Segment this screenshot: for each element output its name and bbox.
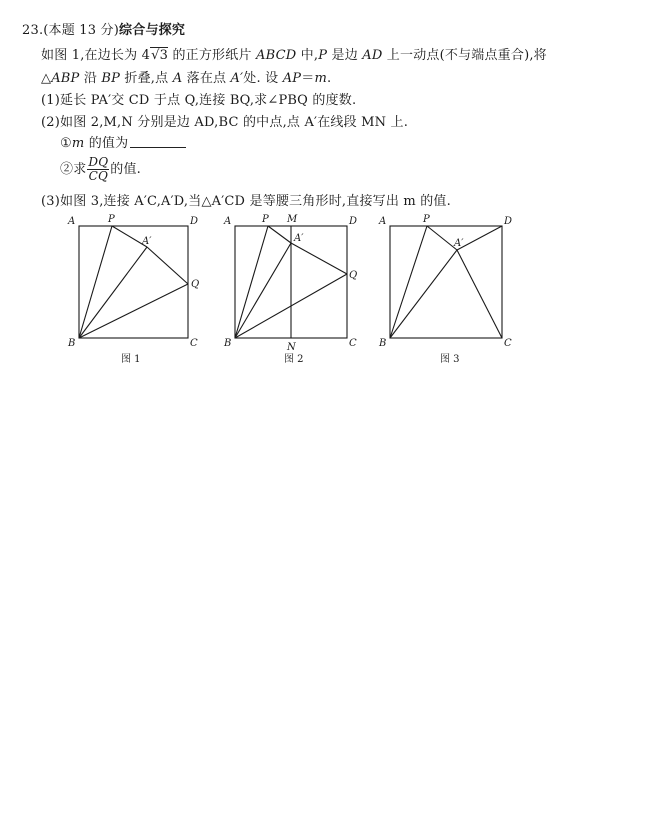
intro-text: 的正方形纸片 bbox=[168, 48, 256, 63]
segment-ap: AP bbox=[282, 71, 302, 86]
label-c: C bbox=[190, 338, 198, 349]
variable-m: m bbox=[71, 136, 85, 151]
label-a: A bbox=[224, 216, 232, 227]
intro-line-1 bbox=[41, 47, 547, 65]
caption-fig3: 图 3 bbox=[440, 354, 460, 365]
label-a-prime: A′ bbox=[454, 238, 464, 249]
variable-m: m bbox=[314, 71, 327, 86]
triangle-symbol: △ bbox=[41, 71, 52, 86]
question-2-1 bbox=[60, 135, 186, 153]
caption-fig2: 图 2 bbox=[284, 354, 304, 365]
square-abcd bbox=[390, 226, 502, 338]
sub-label: ① bbox=[60, 136, 72, 151]
segment-a-prime-q bbox=[147, 247, 188, 284]
problem-score: (本题 13 分) bbox=[43, 23, 120, 38]
label-a: A bbox=[379, 216, 387, 227]
segment-bp bbox=[235, 226, 268, 338]
problem-title: 综合与探究 bbox=[119, 23, 186, 38]
label-a: A bbox=[68, 216, 76, 227]
intro-text: 落在点 bbox=[182, 71, 231, 86]
point-p: P bbox=[318, 48, 328, 63]
label-d: D bbox=[504, 216, 513, 227]
segment-bp bbox=[79, 226, 112, 338]
label-b: B bbox=[379, 338, 387, 349]
segment-a-prime-c bbox=[457, 250, 502, 338]
label-b: B bbox=[224, 338, 232, 349]
label-d: D bbox=[349, 216, 358, 227]
question-2-2 bbox=[60, 155, 141, 185]
sqrt-three: √3 bbox=[151, 48, 169, 63]
fraction-denominator: CQ bbox=[88, 169, 109, 183]
label-p: P bbox=[262, 214, 269, 225]
intro-text: 如图 1,在边长为 4 bbox=[41, 48, 151, 63]
segment-ba-prime bbox=[79, 247, 147, 338]
point-a-prime: A′ bbox=[230, 71, 244, 86]
intro-text: 折叠,点 bbox=[120, 71, 173, 86]
label-a-prime: A′ bbox=[294, 233, 304, 244]
fraction-numerator: DQ bbox=[88, 155, 109, 169]
label-m: M bbox=[287, 214, 298, 225]
label-q: Q bbox=[191, 279, 200, 290]
equals-sign: ＝ bbox=[301, 71, 315, 86]
sub-text: 的值为 bbox=[84, 136, 129, 151]
segment-bp bbox=[390, 226, 427, 338]
triangle-abp: ABP bbox=[51, 71, 80, 86]
figure-1 bbox=[62, 212, 212, 367]
sub-label: ②求 bbox=[60, 162, 87, 177]
figure-2 bbox=[218, 212, 368, 367]
figure-3 bbox=[373, 212, 523, 367]
question-1: (1)延长 PA′交 CD 于点 Q,连接 BQ,求∠PBQ 的度数. bbox=[41, 93, 357, 108]
intro-text: 上一动点(不与端点重合),将 bbox=[382, 48, 547, 63]
label-c: C bbox=[349, 338, 357, 349]
square-name: ABCD bbox=[255, 48, 297, 63]
label-a-prime: A′ bbox=[142, 236, 152, 247]
fraction-dq-cq bbox=[87, 156, 109, 183]
label-q: Q bbox=[349, 270, 358, 281]
segment-pa-prime bbox=[427, 226, 457, 250]
label-p: P bbox=[108, 214, 115, 225]
answer-blank bbox=[130, 135, 186, 148]
label-d: D bbox=[190, 216, 199, 227]
side-ad: AD bbox=[362, 48, 383, 63]
intro-line-2 bbox=[41, 70, 331, 88]
label-p: P bbox=[423, 214, 430, 225]
intro-text: 沿 bbox=[79, 71, 102, 86]
label-n: N bbox=[287, 342, 296, 353]
problem-heading bbox=[22, 22, 185, 40]
segment-pa-prime bbox=[268, 226, 291, 243]
intro-text: . bbox=[326, 71, 332, 86]
segment-bq bbox=[79, 284, 188, 338]
segment-ba-prime bbox=[390, 250, 457, 338]
segment-a-prime-q bbox=[291, 243, 347, 274]
intro-text: 中, bbox=[296, 48, 319, 63]
problem-number: 23. bbox=[22, 23, 44, 38]
question-2: (2)如图 2,M,N 分别是边 AD,BC 的中点,点 A′在线段 MN 上. bbox=[41, 115, 409, 130]
segment-a-prime-d bbox=[457, 226, 502, 250]
intro-text: 是边 bbox=[327, 48, 363, 63]
question-3: (3)如图 3,连接 A′C,A′D,当△A′CD 是等腰三角形时,直接写出 m 的值. bbox=[41, 194, 451, 209]
point-a: A bbox=[172, 71, 183, 86]
intro-text: 处. 设 bbox=[243, 71, 283, 86]
sub-text: 的值. bbox=[110, 162, 141, 177]
segment-ba-prime bbox=[235, 243, 291, 338]
segment-bp: BP bbox=[101, 71, 121, 86]
label-b: B bbox=[68, 338, 76, 349]
label-c: C bbox=[504, 338, 512, 349]
caption-fig1: 图 1 bbox=[121, 354, 141, 365]
